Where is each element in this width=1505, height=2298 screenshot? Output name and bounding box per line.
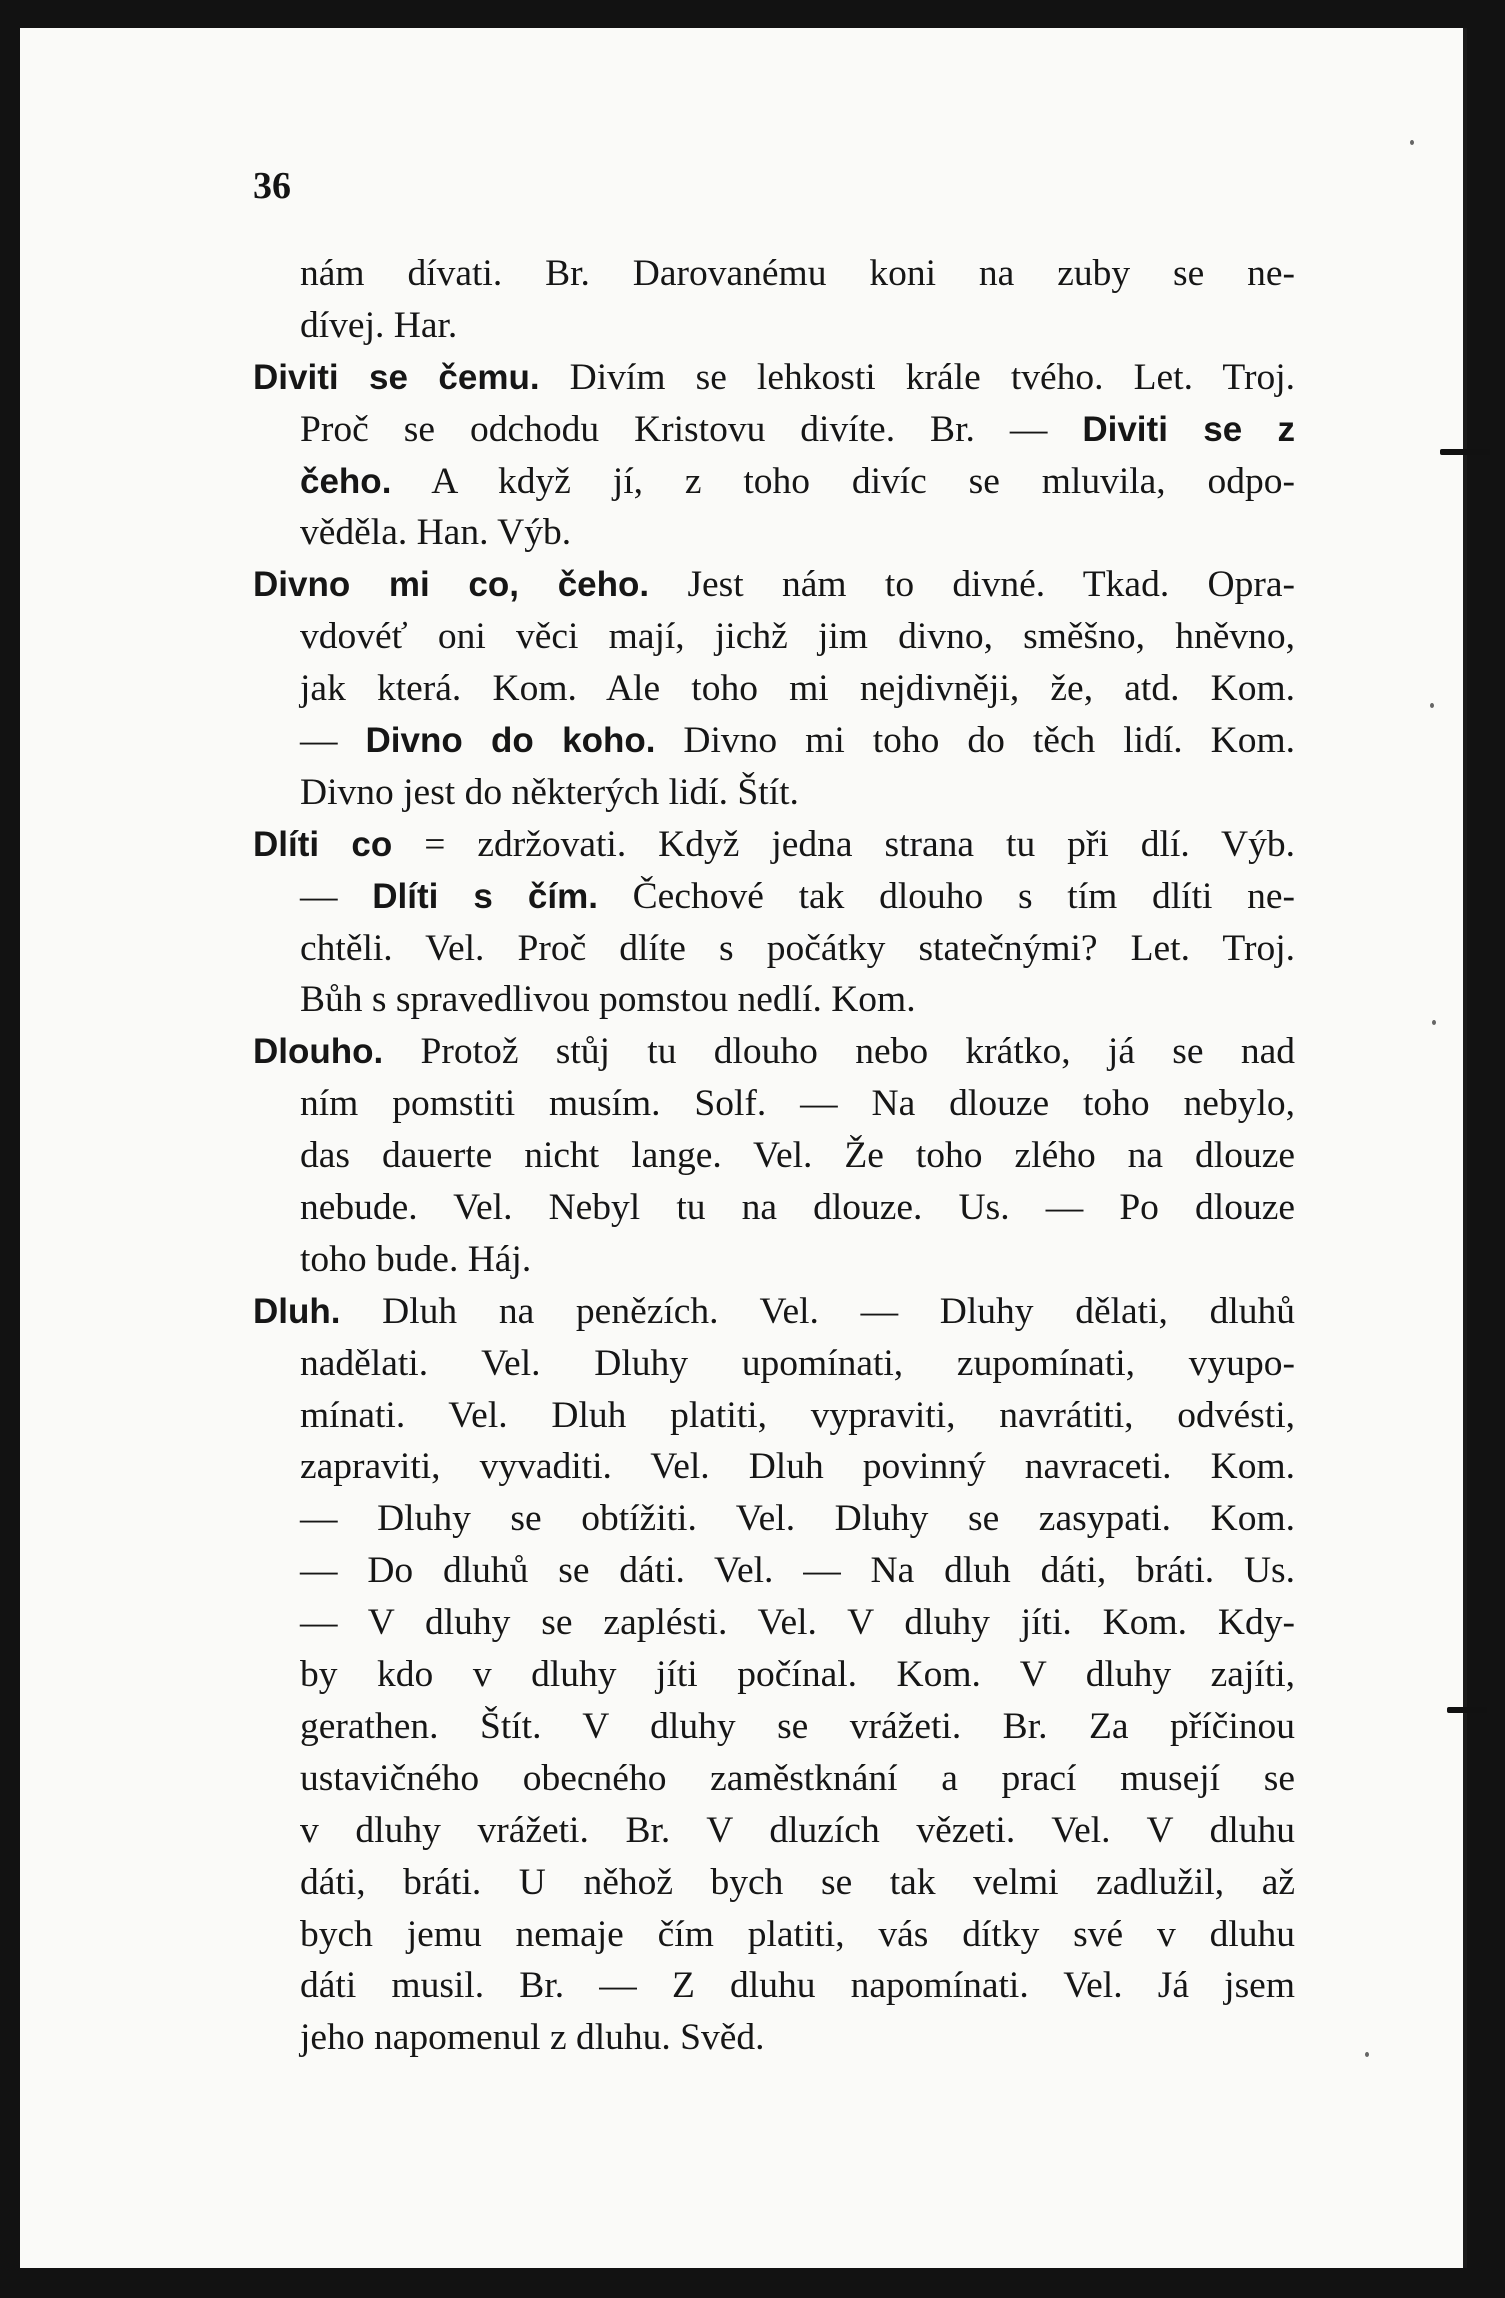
page-edge-rule xyxy=(1463,28,1467,2268)
text-line xyxy=(253,1597,1295,1649)
line-text: Dluh na penězích. Vel. — Dluhy dělati, dluhů xyxy=(340,1290,1295,1332)
line-text: Čechové tak dlouho s tím dlíti ne- xyxy=(597,875,1296,917)
headword: Dlíti co xyxy=(253,824,393,864)
line-text: jak která. Kom. Ale toho mi nejdivněji, že, atd. Kom. xyxy=(300,668,1295,710)
text-line xyxy=(253,1338,1295,1390)
headword: Dluh. xyxy=(253,1291,341,1331)
headword: Dlíti s čím. xyxy=(372,876,598,916)
text-line xyxy=(253,1182,1295,1234)
text-line xyxy=(253,1078,1295,1130)
line-text: Protož stůj tu dlouho nebo krátko, já se nad xyxy=(383,1031,1295,1073)
line-text: vdovéť oni věci mají, jichž jim divno, směšno, hněvno, xyxy=(300,616,1295,658)
text-line xyxy=(253,1909,1295,1961)
text-line xyxy=(253,871,1295,923)
headword: Divno do koho. xyxy=(365,721,656,761)
line-text: = zdržovati. Když jedna strana tu při dlí. Výb. xyxy=(392,823,1295,865)
line-text: by kdo v dluhy jíti počínal. Kom. V dluhy zajíti, xyxy=(300,1654,1295,1696)
text-line xyxy=(253,404,1295,456)
scan-speck xyxy=(1432,1020,1436,1025)
text-line xyxy=(253,1753,1295,1805)
text-line xyxy=(253,1286,1295,1338)
line-text: — xyxy=(300,720,366,762)
text-line xyxy=(253,300,1295,352)
line-text: zapraviti, vyvaditi. Vel. Dluh povinný navraceti. Kom. xyxy=(300,1446,1295,1488)
margin-mark xyxy=(1440,449,1490,455)
text-line xyxy=(253,923,1295,975)
line-text: gerathen. Štít. V dluhy se vrážeti. Br. Za příčinou xyxy=(300,1705,1295,1747)
headword: Diviti se z xyxy=(1082,409,1296,449)
text-line xyxy=(253,974,1295,1026)
line-text: Proč se odchodu Kristovu divíte. Br. — xyxy=(300,408,1083,450)
headword: Diviti se čemu. xyxy=(253,357,540,397)
text-line xyxy=(253,1545,1295,1597)
line-text: dáti, bráti. U něhož bych se tak velmi zadlužil, až xyxy=(300,1861,1295,1903)
text-line xyxy=(253,1649,1295,1701)
line-text: nadělati. Vel. Dluhy upomínati, zupomínati, vyupo- xyxy=(300,1342,1295,1384)
line-text: Divno jest do některých lidí. Štít. xyxy=(300,771,799,813)
line-text: jeho napomenul z dluhu. Svěd. xyxy=(300,2017,765,2059)
text-line xyxy=(253,507,1295,559)
line-text: A když jí, z toho divíc se mluvila, odpo- xyxy=(391,460,1295,502)
margin-mark xyxy=(1447,1707,1487,1713)
text-line xyxy=(253,352,1295,404)
text-line xyxy=(253,1130,1295,1182)
text-line xyxy=(253,1857,1295,1909)
line-text: toho bude. Háj. xyxy=(300,1238,532,1280)
page-number: 36 xyxy=(253,165,291,207)
text-line xyxy=(253,456,1295,508)
text-line xyxy=(253,767,1295,819)
headword: Dlouho. xyxy=(253,1032,384,1072)
line-text: — Do dluhů se dáti. Vel. — Na dluh dáti, bráti. Us. xyxy=(300,1550,1295,1592)
line-text: — Dluhy se obtížiti. Vel. Dluhy se zasypati. Kom. xyxy=(300,1498,1295,1540)
text-line xyxy=(253,1701,1295,1753)
line-text: Divím se lehkosti krále tvého. Let. Troj. xyxy=(539,356,1295,398)
line-text: dívej. Har. xyxy=(300,304,458,346)
text-line xyxy=(253,663,1295,715)
text-line xyxy=(253,1960,1295,2012)
line-text: v dluhy vrážeti. Br. V dluzích vězeti. Vel. V dluhu xyxy=(300,1809,1295,1851)
line-text: mínati. Vel. Dluh platiti, vypraviti, navrátiti, odvésti, xyxy=(300,1394,1295,1436)
text-line xyxy=(253,248,1295,300)
text-line xyxy=(253,1390,1295,1442)
text-line xyxy=(253,2012,1295,2064)
line-text: věděla. Han. Výb. xyxy=(300,512,572,554)
line-text: Jest nám to divné. Tkad. Opra- xyxy=(649,564,1295,606)
headword: Divno mi co, čeho. xyxy=(253,565,650,605)
scan-speck xyxy=(1410,140,1414,145)
line-text: nám dívati. Br. Darovanému koni na zuby se ne- xyxy=(300,253,1295,294)
text-line xyxy=(253,819,1295,871)
line-text: nebude. Vel. Nebyl tu na dlouze. Us. — Po dlouze xyxy=(300,1187,1295,1229)
scan-speck xyxy=(1430,703,1434,708)
line-text: — xyxy=(300,875,373,917)
line-text: Bůh s spravedlivou pomstou nedlí. Kom. xyxy=(300,979,916,1021)
text-line xyxy=(253,611,1295,663)
text-line xyxy=(253,1026,1295,1078)
headword: čeho. xyxy=(300,461,392,501)
line-text: Divno mi toho do těch lidí. Kom. xyxy=(655,720,1295,762)
line-text: chtěli. Vel. Proč dlíte s počátky statečnými? Let. Troj. xyxy=(300,927,1295,969)
line-text: das dauerte nicht lange. Vel. Že toho zlého na dlouze xyxy=(300,1135,1295,1177)
dictionary-text xyxy=(253,248,1295,2064)
text-line xyxy=(253,1493,1295,1545)
line-text: bych jemu nemaje čím platiti, vás dítky své v dluhu xyxy=(300,1913,1295,1955)
text-line xyxy=(253,1441,1295,1493)
line-text: ním pomstiti musím. Solf. — Na dlouze toho nebylo, xyxy=(300,1083,1295,1125)
line-text: dáti musil. Br. — Z dluhu napomínati. Vel. Já jsem xyxy=(300,1965,1295,2007)
text-line xyxy=(253,715,1295,767)
scan-speck xyxy=(1365,2052,1369,2057)
text-line xyxy=(253,1234,1295,1286)
line-text: — V dluhy se zaplésti. Vel. V dluhy jíti. Kom. Kdy- xyxy=(300,1602,1295,1644)
text-line xyxy=(253,559,1295,611)
text-line xyxy=(253,1805,1295,1857)
line-text: ustavičného obecného zaměstknání a prací musejí se xyxy=(300,1757,1295,1799)
